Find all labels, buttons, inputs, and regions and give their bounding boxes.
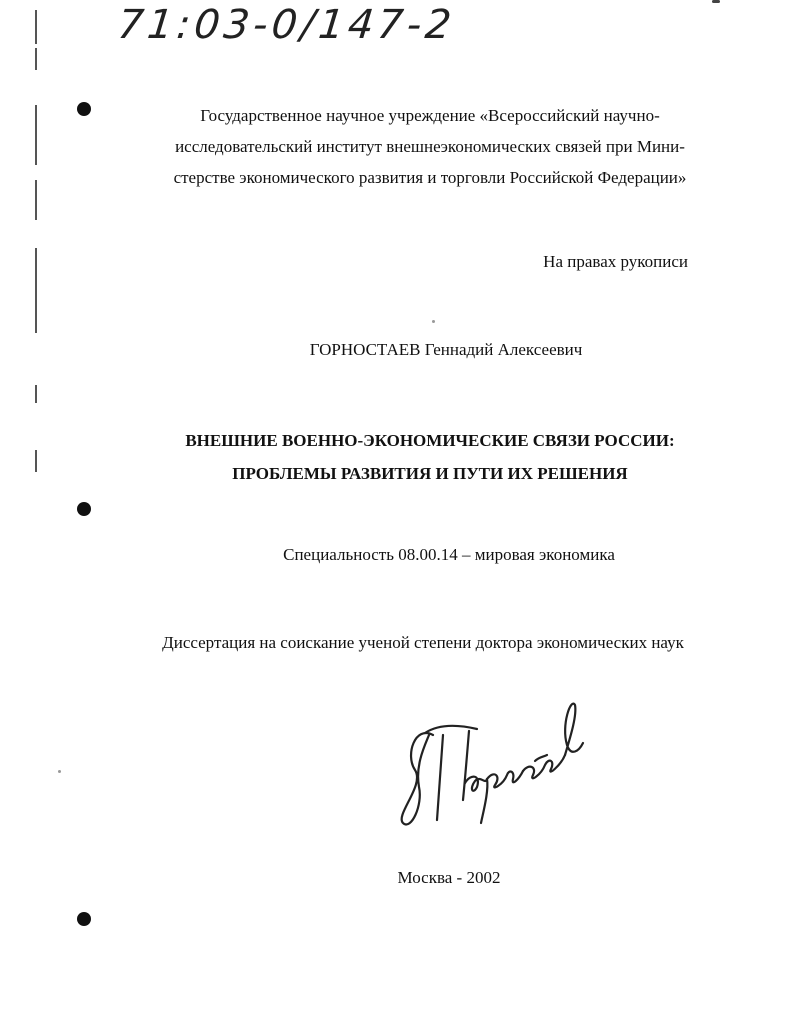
handwritten-registry-number: 71:03-0/147-2: [115, 2, 458, 48]
handwritten-signature: [385, 695, 595, 835]
institution-line: исследовательский институт внешнеэкономических связей при Мини-: [175, 137, 685, 156]
edge-scan-mark: [35, 180, 37, 220]
degree-line: Диссертация на соискание ученой степени доктора экономических наук: [162, 633, 684, 652]
author-name: ГОРНОСТАЕВ Геннадий Алексеевич: [309, 340, 583, 359]
institution-line: стерстве экономического развития и торговли Российской Федерации»: [173, 168, 687, 187]
institution-line: Государственное научное учреждение «Всероссийский научно-: [200, 106, 660, 125]
scan-artifact: [432, 320, 435, 323]
edge-scan-mark: [35, 450, 37, 472]
edge-scan-mark: [35, 385, 37, 403]
scan-artifact: [58, 770, 61, 773]
edge-scan-mark: [35, 105, 37, 165]
punch-hole: [77, 912, 91, 926]
punch-hole: [77, 102, 91, 116]
dissertation-title: [150, 424, 710, 490]
title-line: ВНЕШНИЕ ВОЕННО-ЭКОНОМИЧЕСКИЕ СВЯЗИ РОССИИ:: [185, 431, 675, 450]
edge-scan-mark: [35, 248, 37, 333]
edge-scan-mark: [35, 48, 37, 70]
scan-artifact: [712, 0, 720, 3]
specialty-line: Специальность 08.00.14 – мировая экономика: [283, 545, 615, 564]
title-line: ПРОБЛЕМЫ РАЗВИТИЯ И ПУТИ ИХ РЕШЕНИЯ: [232, 464, 628, 483]
city-year: Москва - 2002: [397, 868, 501, 887]
punch-hole: [77, 502, 91, 516]
edge-scan-mark: [35, 10, 37, 44]
institution-block: [160, 100, 700, 193]
manuscript-rights: На правах рукописи: [543, 252, 688, 271]
